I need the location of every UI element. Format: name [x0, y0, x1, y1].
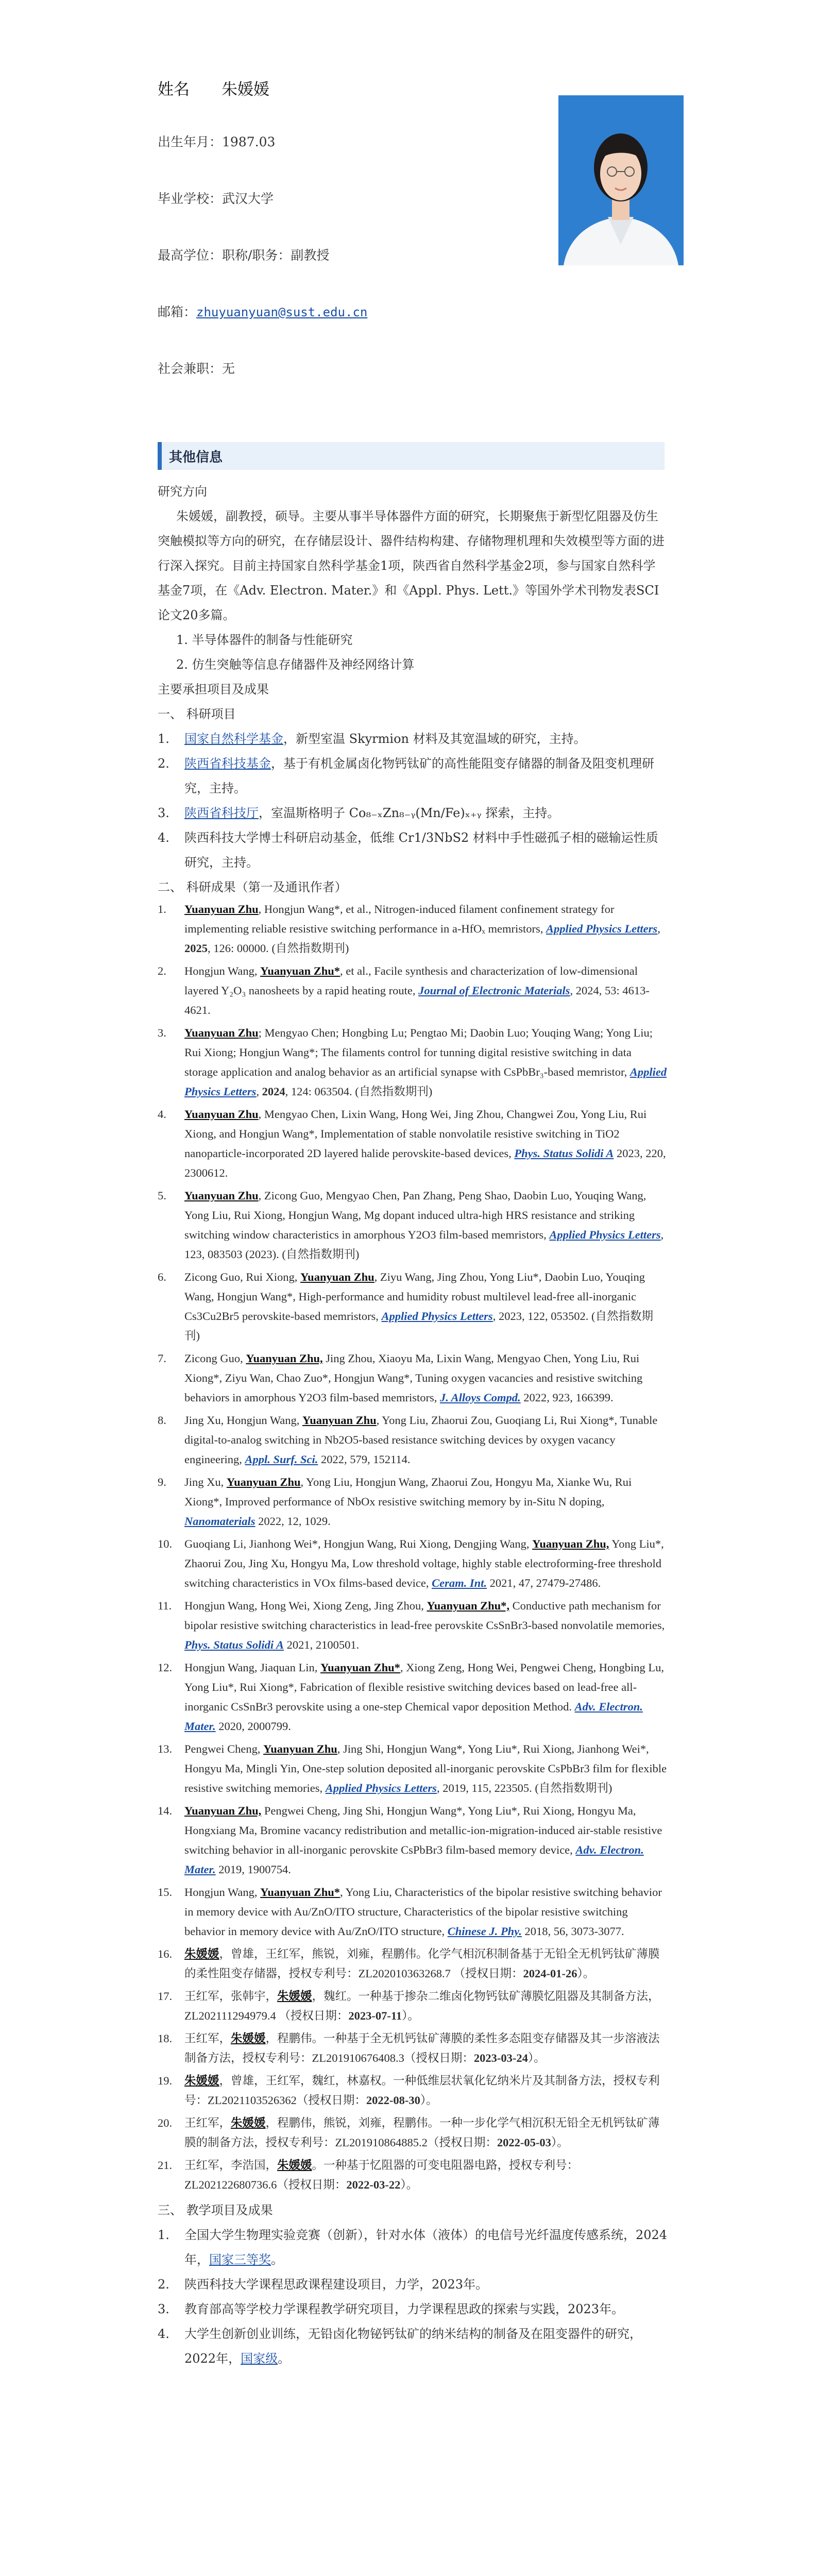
citation-authors-before: 王红军，张韩宇，: [184, 1990, 278, 2003]
paper-citation: [184, 1739, 668, 1798]
citation-body: , Mengyao Chen, Lixin Wang, Hong Wei, Jing Zhou, Changwei Zou, Yong Liu, Rui Xiong, and Hongjun Wang*, Implementation of stable nonvolatile resistive switching in TiO2 nanoparticle-incorporated 2D layered halide perovskite-based devices,: [184, 1108, 647, 1160]
citation-date: 2022-08-30: [366, 2094, 420, 2107]
citation-tail: ）。: [527, 2052, 546, 2064]
citation-body: , Zicong Guo, Mengyao Chen, Pan Zhang, Peng Shao, Daobin Luo, Youqing Wang, Yong Liu, Rui Xiong, Hongjun Wang, Mg dopant induced ultra-high HRS resistance and striking switching window characteristics in amorphous Y2O3 film-based memristors,: [184, 1189, 646, 1241]
item-number: 3.: [158, 2302, 169, 2316]
citation-details: , 2019, 115, 223505. (自然指数期刊): [436, 1782, 612, 1794]
citation-authors-before: Hongjun Wang,: [184, 964, 261, 977]
paper-citation: [184, 2029, 668, 2068]
item-number: 7.: [158, 1352, 166, 1365]
project-description: ，室温斯格明子 Co₈₋ₓZn₈₋ᵧ(Mn/Fe)ₓ₊ᵧ 探索，主持。: [259, 806, 560, 820]
funding-link[interactable]: 陕西省科技基金: [184, 756, 271, 771]
paper-citation: [184, 1801, 668, 1879]
journal-link[interactable]: Chinese J. Phy.: [447, 1925, 522, 1938]
teaching-item: [158, 2297, 668, 2321]
journal-link[interactable]: Appl. Surf. Sci.: [245, 1453, 318, 1466]
journal-link[interactable]: Nanomaterials: [184, 1515, 256, 1528]
paper-item: [158, 1987, 668, 2026]
highlighted-author: 朱媛媛: [231, 2116, 266, 2129]
paper-citation: [184, 2156, 668, 2195]
citation-authors-before: 王红军，: [184, 2116, 231, 2129]
paper-citation: [184, 961, 668, 1020]
citation-tail: , 126: 00000. (自然指数期刊): [208, 942, 349, 955]
citation-body: , et al., Facile synthesis and characterization of low-dimensional layered Y₂O₃ nanosheets by a rapid heating route,: [184, 964, 638, 997]
project-item: [158, 801, 668, 825]
journal-link[interactable]: Phys. Status Solidi A: [514, 1147, 614, 1160]
research-direction-1: 1. 半导体器件的制备与性能研究: [176, 633, 353, 647]
highlighted-author: 朱媛媛: [184, 2074, 219, 2087]
highlighted-author: 朱媛媛: [231, 2032, 266, 2045]
citation-details: 2021, 47, 27479-27486.: [486, 1577, 601, 1589]
paper-item: [158, 1944, 668, 1984]
citation-body: Yong Liu*, Zhaorui Zou, Jing Xu, Hongyu Ma, Low threshold voltage, highly stable electroforming-free threshold switching characteristics in VOx films-based device,: [184, 1537, 664, 1589]
citation-body: Jing Zhou, Xiaoyu Ma, Lixin Wang, Mengyao Chen, Yong Liu, Rui Xiong*, Ziyu Wan, Chao Zuo*, Hongjun Wang*, Tuning oxygen vacancies and resistive switching behaviors in amorphous Y2O3 film-based memristors,: [184, 1352, 643, 1404]
citation-authors-before: Jing Xu,: [184, 1476, 227, 1488]
paper-item: [158, 900, 668, 958]
highlighted-author: Yuanyuan Zhu: [263, 1742, 337, 1755]
paper-item: [158, 2156, 668, 2195]
item-number: 4.: [158, 1108, 166, 1121]
email-label: 邮箱：: [158, 304, 197, 319]
item-number: 20.: [158, 2116, 173, 2129]
research-heading: 研究方向: [158, 484, 207, 499]
citation-authors-before: Zicong Guo, Rui Xiong,: [184, 1270, 300, 1283]
item-number: 14.: [158, 1804, 173, 1817]
highlighted-author: Yuanyuan Zhu: [184, 1108, 259, 1121]
paper-citation: [184, 1349, 668, 1408]
teaching-item: [158, 2321, 668, 2371]
citation-details: 2019, 1900754.: [215, 1863, 291, 1876]
item-number: 4.: [158, 2327, 169, 2341]
citation-body: , Ziyu Wang, Jing Zhou, Yong Liu*, Daobin Luo, Youqing Wang, Hongjun Wang*, High-performance and humidity robust multilevel lead-free all-inorganic Cs3Cu2Br5 perovskite-based memristors,: [184, 1270, 645, 1323]
paper-item: [158, 1596, 668, 1655]
item-number: 17.: [158, 1990, 173, 2003]
item-number: 15.: [158, 1886, 173, 1899]
citation-date: 2022-05-03: [497, 2136, 551, 2149]
award-link[interactable]: 国家三等奖: [209, 2252, 271, 2267]
highlighted-author: Yuanyuan Zhu: [184, 1189, 259, 1202]
paper-citation: [184, 1023, 668, 1101]
section-three-heading: 三、 教学项目及成果: [158, 2203, 273, 2217]
teaching-text: [184, 2321, 668, 2371]
project-text: [184, 726, 668, 751]
paper-item: [158, 1267, 668, 1346]
teaching-description: 教育部高等学校力学课程教学研究项目，力学课程思政的探索与实践，2023年。: [184, 2302, 624, 2316]
item-number: 11.: [158, 1599, 172, 1612]
citation-body: , Yong Liu, Characteristics of the bipolar resistive switching behavior in memory device with Au/ZnO/ITO structure, Characteristics of the bipolar resistive switching behavior in memory device with Au/ZnO/ITO structure,: [184, 1886, 662, 1938]
item-number: 2.: [158, 2277, 169, 2292]
citation-body: ，程鹏伟。一种基于全无机钙钛矿薄膜的柔性多态阻变存储器及其一步溶液法制备方法，授权专利号：ZL201910676408.3（授权日期：: [184, 2032, 660, 2064]
citation-date: 2023-03-24: [473, 2052, 528, 2064]
citation-date: 2025: [184, 942, 208, 955]
funding-link[interactable]: 国家自然科学基金: [184, 732, 283, 746]
teaching-list: [158, 2223, 668, 2371]
item-number: 19.: [158, 2074, 173, 2087]
paper-item: [158, 1883, 668, 1941]
citation-authors-before: Jing Xu, Hongjun Wang,: [184, 1414, 303, 1427]
portrait-image: [558, 95, 684, 265]
citation-body: Conductive path mechanism for bipolar resistive switching characteristics in lead-free perovskite CsSnBr3-based nonvolatile memories,: [184, 1599, 665, 1632]
highlighted-author: Yuanyuan Zhu,: [246, 1352, 323, 1365]
teaching-tail: 。: [271, 2252, 283, 2267]
paper-citation: [184, 1658, 668, 1736]
projects-heading: 主要承担项目及成果: [158, 682, 269, 697]
profile-photo: [558, 95, 684, 265]
project-text: [184, 751, 668, 801]
citation-authors-before: Guoqiang Li, Jianhong Wei*, Hongjun Wang, Rui Xiong, Dengjing Wang,: [184, 1537, 533, 1550]
teaching-tail: 。: [278, 2351, 291, 2366]
section-one-heading: 一、 科研项目: [158, 707, 236, 721]
citation-body: ，魏红。一种基于掺杂二维卤化物钙钛矿薄膜忆阻器及其制备方法，ZL202111294979.4 （授权日期：: [184, 1990, 660, 2022]
citation-body: Pengwei Cheng, Jing Shi, Hongjun Wang*, Yong Liu*, Rui Xiong, Hongyu Ma, Hongxiang Ma, Bromine vacancy redistribution and metallic-ion-migration-induced air-stable resistive switching behavior in all-inorganic perovskite CsPbBr3 film-based memory device,: [184, 1804, 662, 1856]
paper-citation: [184, 1411, 668, 1469]
highlighted-author: Yuanyuan Zhu,: [184, 1804, 262, 1817]
social-field: 社会兼职：无: [158, 361, 235, 376]
journal-link[interactable]: J. Alloys Compd.: [439, 1391, 521, 1404]
item-number: 6.: [158, 1270, 166, 1283]
paper-citation: [184, 1944, 668, 1984]
paper-item: [158, 1105, 668, 1183]
highlighted-author: Yuanyuan Zhu: [184, 1026, 259, 1039]
journal-link[interactable]: Ceram. Int.: [432, 1577, 487, 1589]
citation-details: 2022, 12, 1029.: [255, 1515, 331, 1528]
citation-body: ，曾雄，王红军，魏红，林嘉权。一种低维层状氧化钇纳米片及其制备方法，授权专利号：ZL202110352636​2（授权日期：: [184, 2074, 660, 2107]
profile-info: [158, 72, 549, 377]
item-number: 8.: [158, 1414, 166, 1427]
citation-date: 2024-01-26: [523, 1967, 577, 1980]
project-description: 陕西科技大学博士科研启动基金，低维 Cr1/3NbS2 材料中手性磁孤子相的磁输运性质研究，主持。: [184, 831, 658, 870]
paper-item: [158, 2029, 668, 2068]
paper-item: [158, 1186, 668, 1264]
award-link[interactable]: 国家级: [241, 2351, 278, 2366]
citation-details: 2020, 2000799.: [215, 1720, 291, 1733]
item-number: 16.: [158, 1947, 173, 1960]
item-number: 3.: [158, 806, 169, 820]
paper-citation: [184, 1105, 668, 1183]
citation-authors-before: Hongjun Wang,: [184, 1886, 261, 1899]
citation-tail: , 124: 063504. (自然指数期刊): [285, 1085, 433, 1098]
paper-citation: [184, 1987, 668, 2026]
citation-tail: ）。: [420, 2094, 438, 2107]
citation-body: , Jing Shi, Hongjun Wang*, Yong Liu*, Rui Xiong, Jianhong Wei*, Hongyu Ma, Mingli Yin, One-step solution deposited all-inorganic perovskite CsPbBr3 film for flexible resistive switching memories,: [184, 1742, 667, 1794]
project-text: [184, 801, 668, 825]
citation-authors-before: Hongjun Wang, Hong Wei, Xiong Zeng, Jing Zhou,: [184, 1599, 427, 1612]
citation-details: , 2024, 53: 4613-4621.: [184, 984, 650, 1016]
journal-link[interactable]: Journal of Electronic Materials: [418, 984, 570, 997]
journal-link[interactable]: Applied Physics Letters: [546, 922, 658, 935]
citation-tail: ）。: [577, 1967, 595, 1980]
item-number: 1.: [158, 732, 169, 746]
citation-body: 。一种基于忆阻器的可变电阻器电路，授权专利号：ZL202122680736.6（授权日期：: [184, 2159, 579, 2191]
paper-citation: [184, 1186, 668, 1264]
paper-citation: [184, 2113, 668, 2153]
item-number: 1.: [158, 2228, 169, 2242]
citation-date: 2023-07-11: [348, 2009, 402, 2022]
item-number: 21.: [158, 2159, 173, 2172]
citation-tail: ）。: [551, 2136, 569, 2149]
citation-date: 2022-03-22: [346, 2178, 401, 2191]
item-number: 5.: [158, 1189, 166, 1202]
paper-item: [158, 1801, 668, 1879]
journal-link[interactable]: Adv. Electron. Mater.: [184, 1700, 643, 1733]
item-number: 10.: [158, 1537, 173, 1550]
citation-details: 2023, 220, 2300612.: [184, 1147, 666, 1179]
funding-link[interactable]: 陕西省科技厅: [184, 806, 259, 820]
project-item: [158, 751, 668, 801]
highlighted-author: Yuanyuan Zhu: [184, 903, 259, 916]
project-item: [158, 825, 668, 875]
citation-body: , Yong Liu, Hongjun Wang, Zhaorui Zou, Hongyu Ma, Xianke Wu, Rui Xiong*, Improved performance of NbOx resistive switching memory by in-Situ N doping,: [184, 1476, 632, 1508]
paper-item: [158, 961, 668, 1020]
citation-body: , Xiong Zeng, Hong Wei, Pengwei Cheng, Hongbing Lu, Yong Liu*, Rui Xiong*, Fabrication of flexible resistive switching devices based on lead-free all-inorganic CsSnBr3 perovskite using a one-step Chemical vapor deposition Method.: [184, 1661, 665, 1713]
journal-link[interactable]: Applied Physics Letters: [184, 1065, 667, 1098]
citation-details: 2018, 56, 3073-3077.: [521, 1925, 624, 1938]
paper-citation: [184, 1883, 668, 1941]
project-text: [184, 825, 668, 875]
item-number: 9.: [158, 1476, 166, 1488]
name-label: 姓名: [158, 80, 190, 99]
teaching-description: 陕西科技大学课程思政课程建设项目，力学，2023年。: [184, 2277, 488, 2292]
teaching-text: [184, 2223, 668, 2272]
email-field: [158, 302, 549, 320]
name-row: [158, 72, 549, 103]
teaching-text: [184, 2297, 668, 2321]
highlighted-author: 朱媛媛: [277, 2159, 312, 2172]
item-number: 1.: [158, 903, 166, 916]
citation-authors-before: Zicong Guo,: [184, 1352, 246, 1365]
paper-citation: [184, 2071, 668, 2110]
journal-link[interactable]: Applied Physics Letters: [325, 1782, 437, 1794]
highlighted-author: Yuanyuan Zhu*: [260, 964, 341, 977]
citation-body: , Yong Liu, Zhaorui Zou, Guoqiang Li, Rui Xiong*, Tunable digital-to-analog switching in Nb2O5-based resistance switching devices by oxygen vacancy engineering,: [184, 1414, 658, 1466]
highlighted-author: 朱媛媛: [277, 1990, 312, 2003]
highlighted-author: Yuanyuan Zhu,: [532, 1537, 609, 1550]
item-number: 3.: [158, 1026, 166, 1039]
item-number: 18.: [158, 2032, 173, 2045]
citation-details: 2022, 923, 166399.: [520, 1391, 614, 1404]
section-header-other-info: [158, 442, 665, 470]
highlighted-author: Yuanyuan Zhu*: [260, 1886, 341, 1899]
highlighted-author: Yuanyuan Zhu*,: [427, 1599, 510, 1612]
teaching-item: [158, 2272, 668, 2297]
email-link[interactable]: zhuyuanyuan@sust.edu.cn: [196, 305, 368, 319]
item-number: 2.: [158, 964, 166, 977]
item-number: 2.: [158, 756, 169, 771]
paper-citation: [184, 1267, 668, 1346]
citation-authors-before: 王红军，: [184, 2032, 231, 2045]
paper-citation: [184, 1472, 668, 1531]
journal-link[interactable]: Adv. Electron. Mater.: [184, 1843, 644, 1876]
paper-item: [158, 1349, 668, 1408]
citation-body: , Hongjun Wang*, et al., Nitrogen-induced filament confinement strategy for implementing reliable resistive switching performance in a-HfOₓ memristors,: [184, 903, 615, 935]
citation-details: , 2023, 122, 053502. (自然指数期刊): [184, 1310, 653, 1342]
paper-item: [158, 2113, 668, 2153]
school-field: 毕业学校：武汉大学: [158, 191, 274, 206]
paper-item: [158, 1534, 668, 1593]
citation-date: 2024: [262, 1085, 285, 1098]
birth-field: 出生年月：1987.03: [158, 134, 276, 149]
section-title: 其他信息: [169, 449, 223, 465]
paper-item: [158, 2071, 668, 2110]
projects-list: [158, 726, 668, 875]
journal-link[interactable]: Phys. Status Solidi A: [184, 1638, 284, 1651]
highlighted-author: Yuanyuan Zhu: [226, 1476, 301, 1488]
highlighted-author: Yuanyuan Zhu: [300, 1270, 375, 1283]
paper-item: [158, 1658, 668, 1736]
citation-details: 2021, 2100501.: [283, 1638, 360, 1651]
research-direction-2: 2. 仿生突触等信息存储器件及神经网络计算: [176, 657, 415, 672]
section-accent-bar: [158, 442, 162, 470]
teaching-item: [158, 2223, 668, 2272]
content-body: [158, 479, 668, 2371]
item-number: 12.: [158, 1661, 173, 1674]
paper-item: [158, 1411, 668, 1469]
citation-tail: ）。: [402, 2009, 419, 2022]
citation-details: ,: [657, 922, 660, 935]
degree-field: 最高学位：职称/职务：副教授: [158, 248, 330, 263]
project-item: [158, 726, 668, 751]
research-intro: 朱媛媛，副教授，硕导。主要从事半导体器件方面的研究，长期聚焦于新型忆阻器及仿生突触模拟等方向的研究，在存储层设计、器件结构构建、存储物理机理和失效模型等方面的进行深入探究。目前主持国家自然科学基金1项，陕西省自然科学基金2项，参与国家自然科学基金7项，在《Adv. Electron. Mater.》和《Appl. Phys. Lett.》等国外学术刊物发表SCI论文20多篇。: [158, 509, 665, 622]
citation-details: ,: [256, 1085, 262, 1098]
citation-body: ; Mengyao Chen; Hongbing Lu; Pengtao Mi; Daobin Luo; Youqing Wang; Yong Liu; Rui Xiong; Hongjun Wang*; The filaments control for tunning digital resistive switching in data storage application and analog behavior as an artificial synapse with CsPbBr₃-based memristor,: [184, 1026, 653, 1078]
citation-authors-before: Hongjun Wang, Jiaquan Lin,: [184, 1661, 320, 1674]
item-number: 13.: [158, 1742, 173, 1755]
journal-link[interactable]: Applied Physics Letters: [549, 1228, 661, 1241]
paper-citation: [184, 1596, 668, 1655]
journal-link[interactable]: Applied Physics Letters: [381, 1310, 493, 1323]
highlighted-author: Yuanyuan Zhu: [302, 1414, 377, 1427]
person-name: 朱媛媛: [222, 80, 269, 99]
teaching-description: 大学生创新创业训练，无铅卤化物铋钙钛矿的纳米结构的制备及在阻变器件的研究，2022年，: [184, 2327, 642, 2366]
highlighted-author: Yuanyuan Zhu*: [320, 1661, 400, 1674]
project-description: ，新型室温 Skyrmion 材料及其宽温域的研究，主持。: [283, 732, 586, 746]
papers-list: [158, 900, 668, 2195]
paper-citation: [184, 1534, 668, 1593]
citation-body: ，曾雄，王红军，熊锐，刘雍，程鹏伟。化学气相沉积制备基于无铅全无机钙钛矿薄膜的柔性阻变存储器，授权专利号：ZL202010363268.7 （授权日期：: [184, 1947, 660, 1980]
section-two-heading: 二、 科研成果（第一及通讯作者）: [158, 880, 347, 894]
citation-authors-before: Pengwei Cheng,: [184, 1742, 264, 1755]
paper-citation: [184, 900, 668, 958]
teaching-description: 全国大学生物理实验竞赛（创新），针对水体（液体）的电信号光纤温度传感系统，2024年，: [184, 2228, 668, 2267]
citation-tail: ）。: [400, 2178, 418, 2191]
teaching-text: [184, 2272, 668, 2297]
paper-item: [158, 1739, 668, 1798]
project-description: ，基于有机金属卤化物钙钛矿的高性能阻变存储器的制备及阻变机理研究，主持。: [184, 756, 654, 795]
citation-body: ，程鹏伟，熊锐，刘雍，程鹏伟。一种一步化学气相沉积无铅全无机钙钛矿薄膜的制备方法，授权专利号：ZL201910864885.2（授权日期：: [184, 2116, 660, 2149]
paper-item: [158, 1023, 668, 1101]
citation-authors-before: 王红军，李浩国，: [184, 2159, 278, 2172]
highlighted-author: 朱媛媛: [184, 1947, 219, 1960]
citation-details: 2022, 579, 152114.: [318, 1453, 411, 1466]
paper-item: [158, 1472, 668, 1531]
citation-details: , 123, 083503 (2023). (自然指数期刊): [184, 1228, 664, 1261]
item-number: 4.: [158, 831, 169, 845]
